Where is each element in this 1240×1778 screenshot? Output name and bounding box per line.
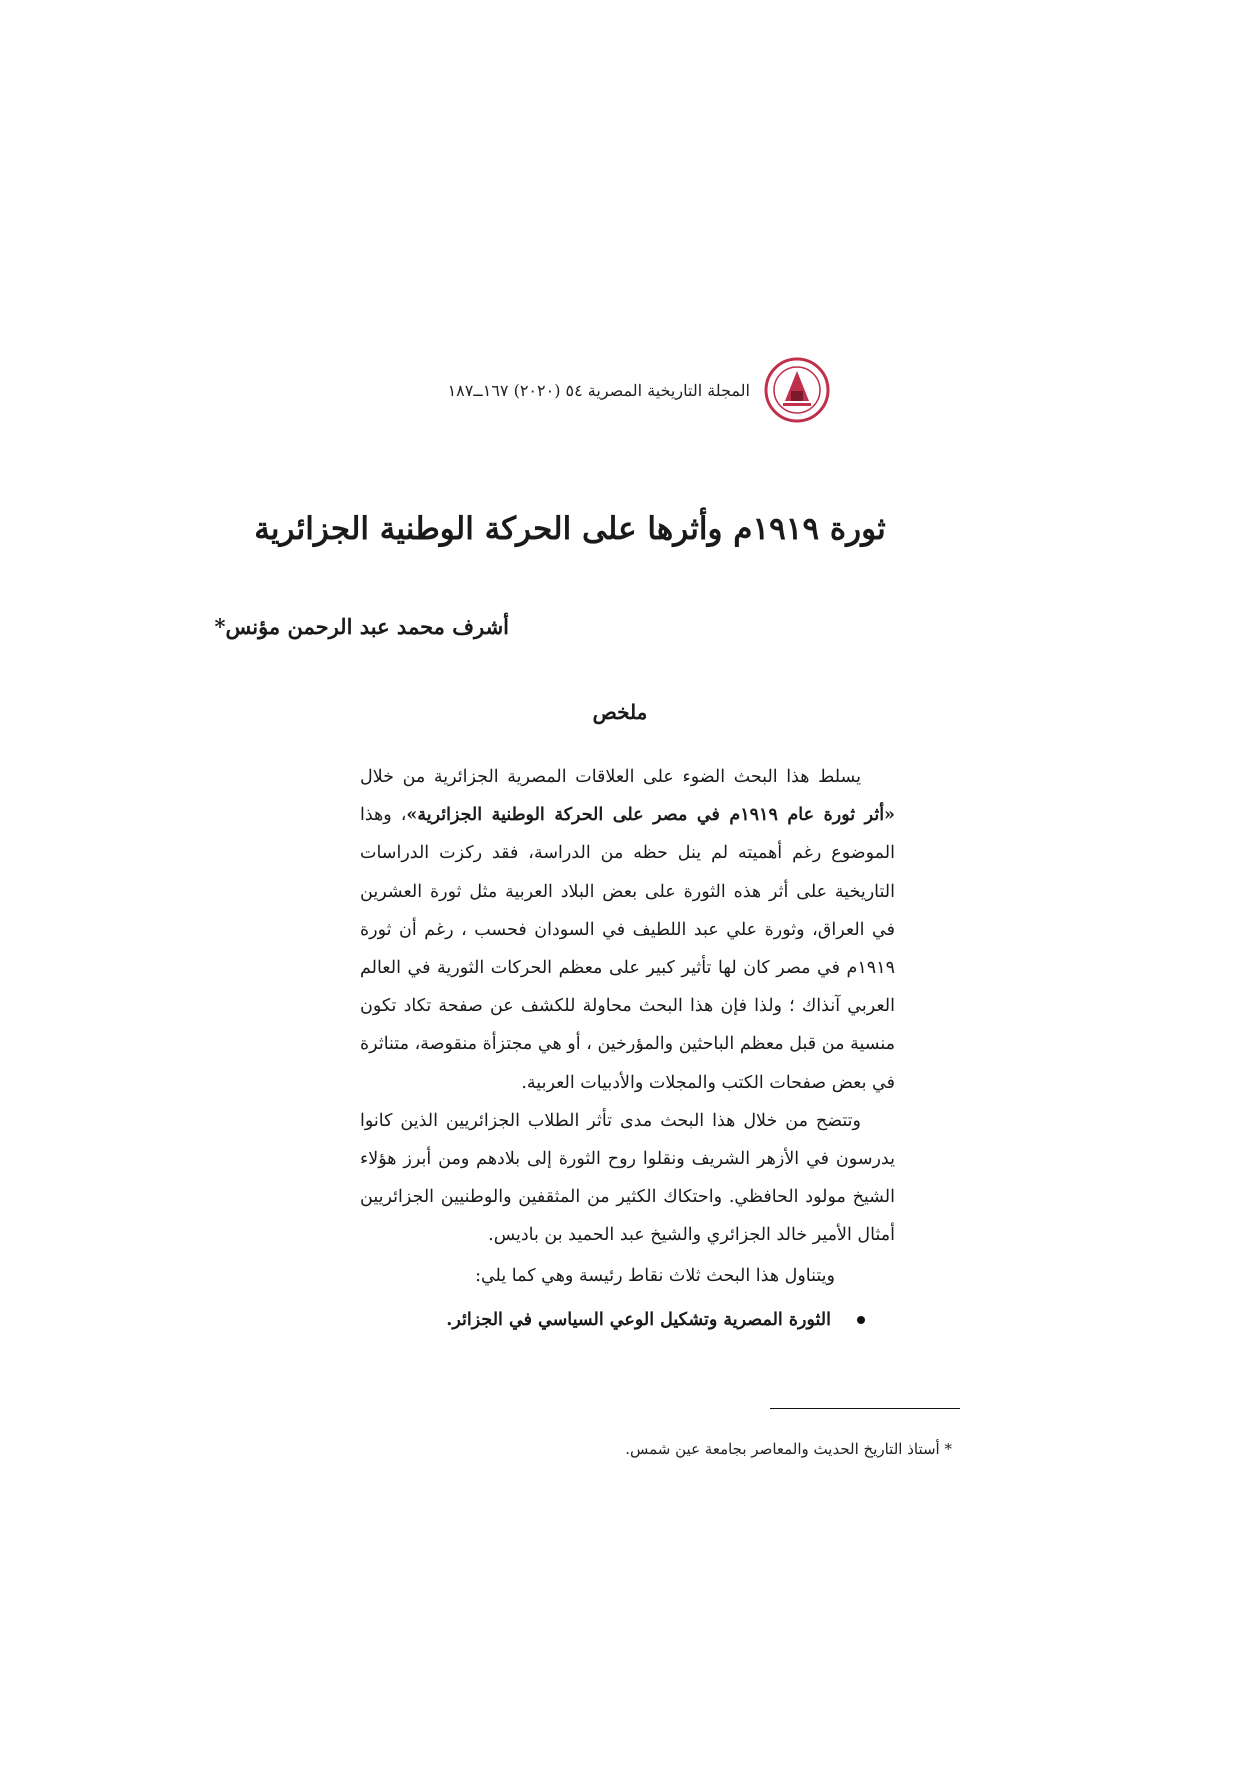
paragraph-1-bold-title: «أثر ثورة عام ١٩١٩م في مصر على الحركة الوطنية الجزائرية» — [406, 805, 895, 826]
abstract-heading: ملخص — [592, 700, 648, 724]
abstract-paragraph-1 — [360, 758, 895, 1102]
bullet-icon — [857, 1316, 865, 1324]
points-list — [360, 1301, 895, 1339]
list-item-text: الثورة المصرية وتشكيل الوعي السياسي في الجزائر. — [446, 1309, 831, 1330]
list-item — [360, 1301, 895, 1339]
paragraph-1-rest: ، وهذا الموضوع رغم أهميته لم ينل حظه من الدراسة، فقد ركزت الدراسات التاريخية على أثر هذه الثورة على بعض البلاد العربية مثل ثورة العشرين في العراق، وثورة علي عبد اللطيف في السودان فحسب ، رغم أن ثورة ١٩١٩م في مصر كان لها تأثير كبير على معظم الحركات الثورية في العالم العربي آنذاك ؛ ولذا فإن هذا البحث محاولة للكشف عن صفحة تكاد تكون منسية من قبل معظم الباحثين والمؤرخين ، أو هي مجتزأة منقوصة، متناثرة في بعض صفحات الكتب والمجلات والأدبيات العربية. — [360, 805, 895, 1093]
author-name: أشرف محمد عبد الرحمن مؤنس* — [214, 614, 509, 639]
journal-citation: المجلة التاريخية المصرية ٥٤ (٢٠٢٠) ١٦٧ــ١٨٧ — [447, 380, 750, 400]
journal-seal-icon — [764, 357, 830, 423]
footnote-divider — [770, 1408, 960, 1409]
footnote: * أستاذ التاريخ الحديث والمعاصر بجامعة عين شمس. — [625, 1440, 952, 1458]
points-intro: ويتناول هذا البحث ثلاث نقاط رئيسة وهي كما يلي: — [475, 1265, 835, 1286]
abstract-paragraph-2: وتتضح من خلال هذا البحث مدى تأثر الطلاب الجزائريين الذين كانوا يدرسون في الأزهر الشريف ونقلوا روح الثورة إلى بلادهم ومن أبرز هؤلاء الشيخ مولود الحافظي. واحتكاك الكثير من المثقفين والوطنيين الجزائريين أمثال الأمير خالد الجزائري والشيخ عبد الحميد بن باديس. — [360, 1110, 895, 1246]
abstract-body — [360, 758, 895, 1339]
paragraph-1-opening: يسلط هذا البحث الضوء على العلاقات المصرية الجزائرية من خلال — [360, 767, 861, 787]
journal-header — [420, 360, 830, 420]
article-title: ثورة ١٩١٩م وأثرها على الحركة الوطنية الجزائرية — [254, 511, 886, 547]
